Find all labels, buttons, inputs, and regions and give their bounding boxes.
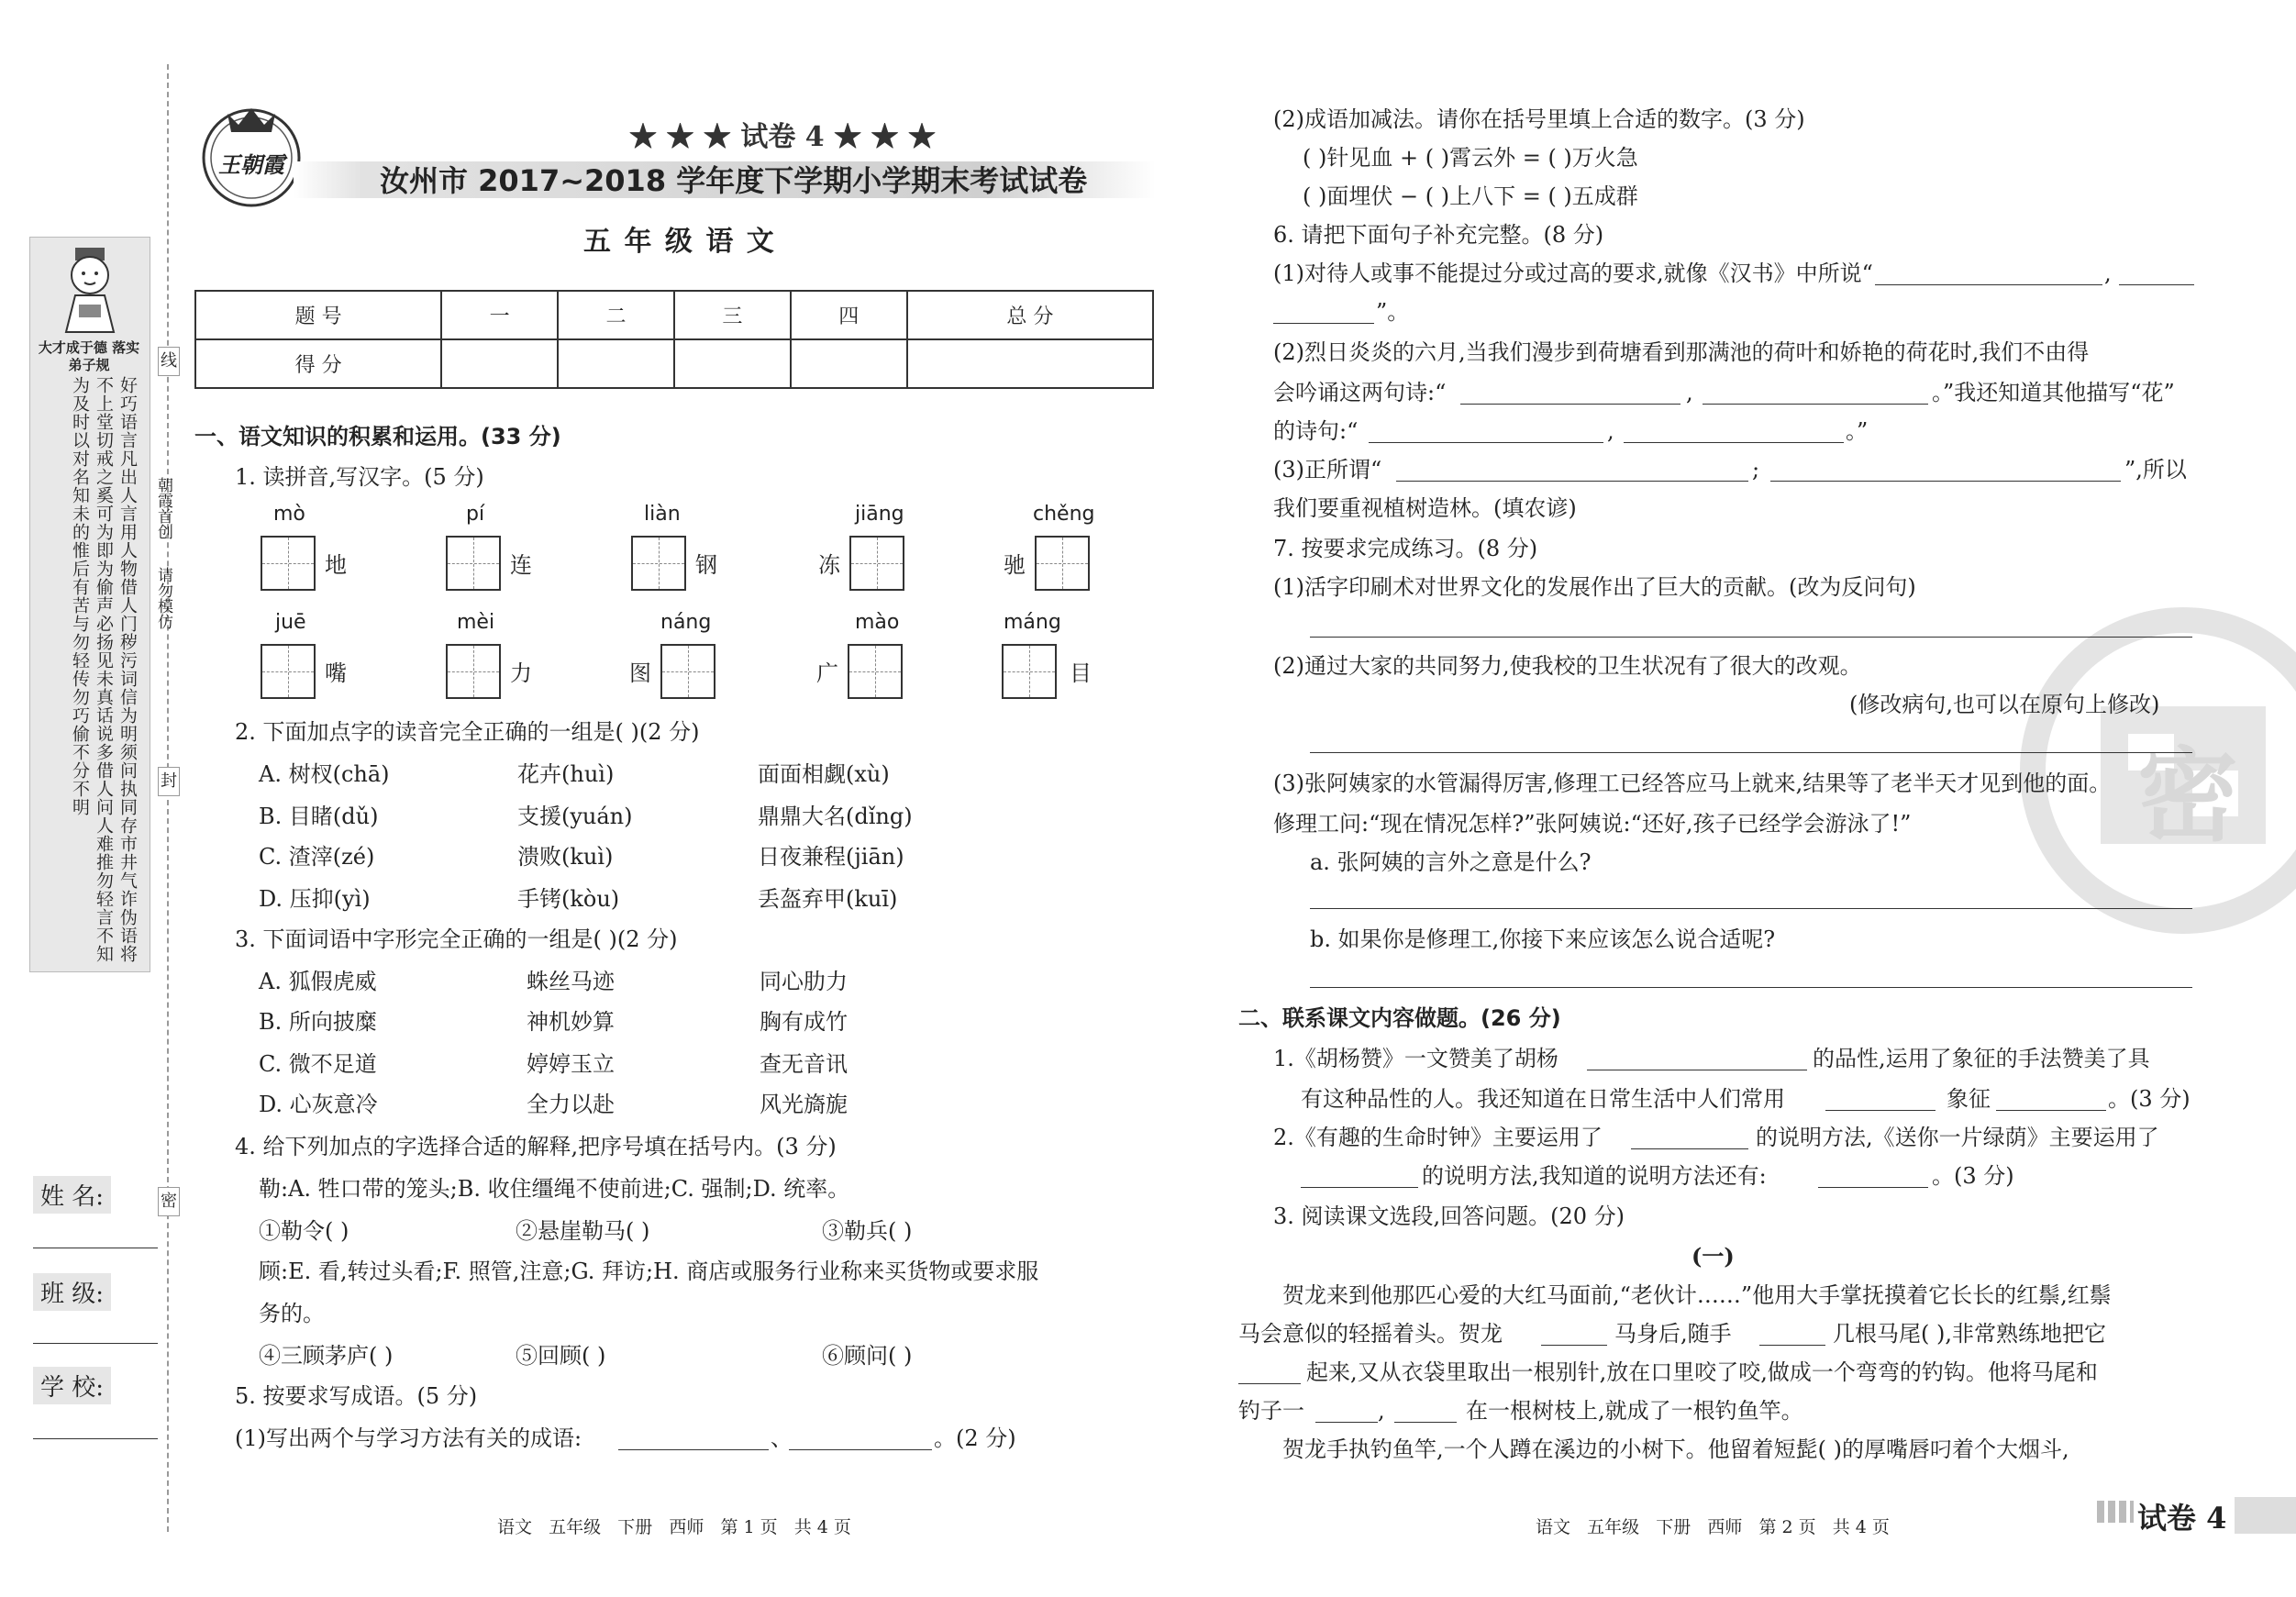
q4-item[interactable]: ④三顾茅庐( ) — [259, 1343, 394, 1369]
char-context: 地 — [325, 552, 347, 578]
corner-decoration — [2097, 1501, 2134, 1523]
q4-title: 4. 给下列加点的字选择合适的解释,把序号填在括号内。(3 分) — [235, 1134, 837, 1159]
q6-title: 6. 请把下面句子补充完整。(8 分) — [1273, 222, 1604, 248]
q4-gu-definitions-cont: 务的。 — [259, 1301, 325, 1326]
q6-3-blank[interactable] — [1396, 481, 1748, 482]
class-label: 班 级: — [33, 1273, 111, 1311]
passage-line: 马身后,随手 — [1614, 1321, 1732, 1347]
s2-q2-text: 的说明方法,我知道的说明方法还有: — [1422, 1163, 1767, 1189]
page1-footer: 语文 五年级 下册 西师 第 1 页 共 4 页 — [497, 1517, 851, 1537]
char-context: 目 — [1070, 660, 1092, 686]
q5-2-row[interactable]: ( )针见血 + ( )霄云外 = ( )万火急 — [1303, 145, 1638, 171]
pinyin: chěng — [1033, 503, 1095, 526]
q6-3-blank[interactable] — [1770, 481, 2121, 482]
char-box[interactable] — [660, 644, 715, 699]
q6-3-text: (3)正所谓“ — [1273, 457, 1382, 482]
q3-option: D. 心灰意冷 — [259, 1092, 378, 1117]
q2-option: 丢盔弃甲(kuī) — [758, 886, 898, 912]
score-header: 四 — [791, 291, 907, 339]
q6-comma: , — [1686, 380, 1693, 405]
exam-title: 汝州市 2017~2018 学年度下学期小学期末考试试卷 — [380, 163, 1088, 198]
q6-2-text: 会吟诵这两句诗:“ — [1273, 380, 1447, 405]
q3-option: 胸有成竹 — [760, 1009, 848, 1035]
char-box[interactable] — [1035, 536, 1090, 591]
q2-option: D. 压抑(yì) — [259, 886, 371, 912]
score-header: 题 号 — [195, 291, 441, 339]
binding-mark-feng: 封 — [158, 767, 180, 796]
score-cell[interactable] — [674, 339, 791, 388]
q6-1-blank[interactable] — [2119, 284, 2194, 285]
s2-q1-text: 象征 — [1947, 1086, 1991, 1112]
q5-title: 5. 按要求写成语。(5 分) — [235, 1383, 478, 1409]
q2-option: 面面相觑(xù) — [758, 761, 890, 787]
char-context: 连 — [510, 552, 532, 578]
q6-2-blank[interactable] — [1369, 442, 1603, 443]
q6-2-text: 的诗句:“ — [1273, 418, 1359, 444]
q4-gu-definitions: 顾:E. 看,转过头看;F. 照管,注意;G. 拜访;H. 商店或服务行业称来买货物或要求服 — [259, 1259, 1039, 1284]
s2-q2-blank[interactable] — [1301, 1187, 1418, 1188]
corner-bar — [2235, 1497, 2296, 1534]
q3-option: 神机妙算 — [527, 1009, 615, 1035]
q7-1-answer-line[interactable] — [1310, 637, 2192, 638]
q6-comma: , — [2104, 261, 2112, 286]
score-cell[interactable] — [558, 339, 674, 388]
pinyin: mào — [855, 611, 900, 634]
binding-dashed-line — [167, 64, 169, 1532]
q3-option: 同心肋力 — [760, 969, 848, 994]
passage-line: 几根马尾( ),非常熟练地把它 — [1833, 1321, 2106, 1347]
q7-3-text: (3)张阿姨家的水管漏得厉害,修理工已经答应马上就来,结果等了老半天才见到他的面。 — [1273, 771, 2112, 796]
passage-line: 贺龙来到他那匹心爱的大红马面前,“老伙计……”他用大手掌抚摸着它长长的红鬃,红鬃 — [1282, 1282, 2112, 1308]
pinyin: náng — [660, 611, 712, 634]
q2-option: 手铐(kòu) — [517, 886, 620, 912]
score-header: 三 — [674, 291, 791, 339]
q5-1-answer-blank[interactable] — [789, 1449, 932, 1450]
q6-2-blank[interactable] — [1624, 442, 1844, 443]
q2-title: 2. 下面加点字的读音完全正确的一组是( )(2 分) — [235, 719, 700, 745]
q2-option: 支援(yuán) — [517, 804, 633, 829]
q6-comma: , — [1607, 418, 1614, 444]
s2-q1-blank[interactable] — [1996, 1110, 2106, 1111]
q3-option: 风光旖旎 — [760, 1092, 848, 1117]
binding-note-1: 朝霞首创 — [154, 477, 172, 539]
q6-1-blank[interactable] — [1875, 284, 2102, 285]
score-header: 总 分 — [907, 291, 1153, 339]
q4-item[interactable]: ⑤回顾( ) — [516, 1343, 606, 1369]
q2-option: B. 目睹(dǔ) — [259, 804, 379, 829]
q2-option: 日夜兼程(jiān) — [758, 844, 904, 870]
char-box[interactable] — [631, 536, 686, 591]
char-context: 图 — [629, 660, 651, 686]
score-cell[interactable] — [907, 339, 1153, 388]
char-context: 嘴 — [325, 660, 347, 686]
s2-q2-blank[interactable] — [1631, 1148, 1748, 1149]
q4-item[interactable]: ①勒令( ) — [259, 1218, 349, 1244]
passage-line: 贺龙手执钓鱼竿,一个人蹲在溪边的小树下。他留着短髭( )的厚嘴唇叼着个大烟斗, — [1282, 1436, 2069, 1462]
passage-line: 起来,又从衣袋里取出一根别针,放在口里咬了咬,做成一个弯弯的钓钩。他将马尾和 — [1306, 1359, 2098, 1385]
q6-1-end: ”。 — [1376, 299, 1410, 325]
q5-1-answer-blank[interactable] — [618, 1449, 769, 1450]
char-box[interactable] — [446, 644, 501, 699]
q6-2-blank[interactable] — [1703, 404, 1928, 405]
q3-option: 婷婷玉立 — [527, 1051, 615, 1077]
s2-q1-blank[interactable] — [1825, 1110, 1936, 1111]
q6-2-blank[interactable] — [1460, 404, 1680, 405]
passage-blank[interactable] — [1238, 1383, 1301, 1384]
q6-2-end: 。” — [1846, 418, 1869, 444]
passage-blank[interactable] — [1315, 1422, 1378, 1423]
passage-comma: , — [1378, 1398, 1385, 1424]
passage-blank[interactable] — [1541, 1345, 1607, 1346]
binding-mark-xian: 线 — [158, 347, 180, 376]
q2-option: 花卉(huì) — [517, 761, 615, 787]
passage-blank[interactable] — [1759, 1345, 1825, 1346]
pinyin: jiāng — [855, 503, 904, 526]
q5-2-row[interactable]: ( )面埋伏 − ( )上八下 = ( )五成群 — [1303, 183, 1638, 209]
s2-q1-text: 。(3 分) — [2108, 1086, 2191, 1112]
q7-3-a: a. 张阿姨的言外之意是什么? — [1310, 849, 1592, 875]
char-box[interactable] — [848, 644, 903, 699]
q2-option: 溃败(kuì) — [517, 844, 614, 870]
char-context: 冻 — [818, 552, 840, 578]
score-cell[interactable] — [441, 339, 558, 388]
passage-title: (一) — [1691, 1243, 1735, 1270]
corner-label: 试卷 4 — [2137, 1501, 2227, 1536]
school-field[interactable] — [33, 1438, 158, 1439]
q6-1-text: (1)对待人或事不能提过分或过高的要求,就像《汉书》中所说“ — [1273, 261, 1873, 286]
char-context: 广 — [816, 660, 838, 686]
score-row-label: 得 分 — [195, 339, 441, 388]
stamp-label: 密 — [2137, 737, 2238, 855]
char-box[interactable] — [261, 644, 316, 699]
score-header: 二 — [558, 291, 674, 339]
q3-option: A. 狐假虎威 — [259, 969, 377, 994]
char-box[interactable] — [446, 536, 501, 591]
char-box[interactable] — [1002, 644, 1057, 699]
name-label: 姓 名: — [33, 1176, 111, 1214]
q3-option: B. 所向披糜 — [259, 1009, 377, 1035]
q6-3-end: ”,所以 — [2124, 457, 2187, 482]
q7-2-note: (修改病句,也可以在原句上修改) — [1849, 692, 2160, 717]
logo-text: 王朝霞 — [218, 151, 284, 178]
q5-1-sep: 、 — [771, 1425, 793, 1451]
sidebar-motto: 大才成于德 落实弟子规 — [38, 339, 140, 373]
q3-option: 查无音讯 — [760, 1051, 848, 1077]
q2-option: 鼎鼎大名(dǐng) — [758, 804, 913, 829]
q3-option: C. 微不足道 — [259, 1051, 377, 1077]
q5-1-end: 。(2 分) — [934, 1425, 1016, 1451]
score-cell[interactable] — [791, 339, 907, 388]
q4-le-definitions: 勒:A. 牲口带的笼头;B. 收住缰绳不使前进;C. 强制;D. 统率。 — [259, 1176, 850, 1202]
q7-title: 7. 按要求完成练习。(8 分) — [1273, 536, 1538, 561]
score-header: 一 — [441, 291, 558, 339]
q4-item[interactable]: ③勒兵( ) — [822, 1218, 913, 1244]
s2-q1-text: 的品性,运用了象征的手法赞美了具 — [1813, 1046, 2150, 1071]
sidebar-poem: 好巧语言凡出人言用人物借人门秽污词信为明须问执同存市井气诈伪语将不上堂切戒之奚可为即为偷声必扬见未真话说多借人问人难推勿轻言不知为及时以对名知未的惟后有苦与勿轻传勿巧偷不分不明 — [70, 376, 138, 963]
q7-1-text: (1)活字印刷术对世界文化的发展作出了巨大的贡献。(改为反问句) — [1273, 574, 1916, 600]
school-label: 学 校: — [33, 1367, 111, 1404]
char-context: 钢 — [695, 552, 717, 578]
pinyin: mò — [273, 503, 305, 526]
q7-3-b: b. 如果你是修理工,你接下来应该怎么说合适呢? — [1310, 926, 1776, 952]
q7-3-b-answer-line[interactable] — [1310, 987, 2192, 988]
q1-title: 1. 读拼音,写汉字。(5 分) — [235, 464, 484, 490]
q6-3-text: 我们要重视植树造林。(填农谚) — [1273, 495, 1577, 521]
passage-blank[interactable] — [1394, 1422, 1457, 1423]
page2-footer: 语文 五年级 下册 西师 第 2 页 共 4 页 — [1536, 1517, 1890, 1537]
q3-title: 3. 下面词语中字形完全正确的一组是( )(2 分) — [235, 926, 678, 952]
subject-title: 五 年 级 语 文 — [583, 226, 776, 258]
score-table — [194, 290, 1154, 389]
pinyin: máng — [1004, 611, 1061, 634]
s2-q1-text: 有这种品性的人。我还知道在日常生活中人们常用 — [1301, 1086, 1785, 1112]
char-box[interactable] — [849, 536, 904, 591]
class-field[interactable] — [33, 1343, 158, 1344]
q7-3-text: 修理工问:“现在情况怎样?”张阿姨说:“还好,孩子已经学会游泳了!” — [1273, 811, 1912, 837]
q3-option: 全力以赴 — [527, 1092, 615, 1117]
q7-2-answer-line[interactable] — [1310, 752, 2192, 753]
s2-q2-blank[interactable] — [1818, 1187, 1928, 1188]
s2-q2-text: 的说明方法,《送你一片绿荫》主要运用了 — [1756, 1125, 2159, 1150]
q3-option: 蛛丝马迹 — [527, 969, 615, 994]
q5-1-prompt: (1)写出两个与学习方法有关的成语: — [235, 1425, 582, 1451]
s2-q3-title: 3. 阅读课文选段,回答问题。(20 分) — [1273, 1203, 1625, 1229]
q6-2-text: (2)烈日炎炎的六月,当我们漫步到荷塘看到那满池的荷叶和娇艳的荷花时,我们不由得 — [1273, 339, 2090, 365]
q5-2-title: (2)成语加减法。请你在括号里填上合适的数字。(3 分) — [1273, 106, 1805, 132]
q6-2-text: 。”我还知道其他描写“花” — [1932, 380, 2175, 405]
q7-3-a-answer-line[interactable] — [1310, 908, 2192, 909]
pinyin: juē — [275, 611, 306, 634]
scholar-cartoon-icon — [48, 244, 132, 336]
pinyin: pí — [466, 503, 485, 526]
section2-title: 二、联系课文内容做题。(26 分) — [1238, 1005, 1561, 1031]
exam-series-label: ★ ★ ★ 试卷 4 ★ ★ ★ — [629, 121, 936, 153]
char-context: 力 — [510, 660, 532, 686]
q4-item[interactable]: ②悬崖勒马( ) — [516, 1218, 650, 1244]
q6-semicolon: ; — [1752, 457, 1760, 482]
pinyin: mèi — [457, 611, 495, 634]
passage-line: 在一根树枝上,就成了一根钓鱼竿。 — [1466, 1398, 1803, 1424]
q2-option: A. 树杈(chā) — [259, 761, 390, 787]
section1-title: 一、语文知识的积累和运用。(33 分) — [194, 424, 561, 449]
q4-item[interactable]: ⑥顾问( ) — [822, 1343, 913, 1369]
char-context: 驰 — [1004, 552, 1026, 578]
s2-q2-text: 2.《有趣的生命时钟》主要运用了 — [1273, 1125, 1603, 1150]
s2-q1-text: 1.《胡杨赞》一文赞美了胡杨 — [1273, 1046, 1558, 1071]
passage-line: 马会意似的轻摇着头。贺龙 — [1238, 1321, 1503, 1347]
passage-line: 钓子一 — [1238, 1398, 1304, 1424]
q6-1-blank[interactable] — [1273, 323, 1374, 324]
q2-option: C. 渣滓(zé) — [259, 844, 375, 870]
q7-2-text: (2)通过大家的共同努力,使我校的卫生状况有了很大的改观。 — [1273, 653, 1862, 679]
binding-mark-mi: 密 — [158, 1187, 180, 1216]
pinyin: liàn — [644, 503, 681, 526]
char-box[interactable] — [261, 536, 316, 591]
s2-q2-text: 。(3 分) — [1932, 1163, 2014, 1189]
binding-note-2: 请勿模仿 — [154, 567, 172, 629]
